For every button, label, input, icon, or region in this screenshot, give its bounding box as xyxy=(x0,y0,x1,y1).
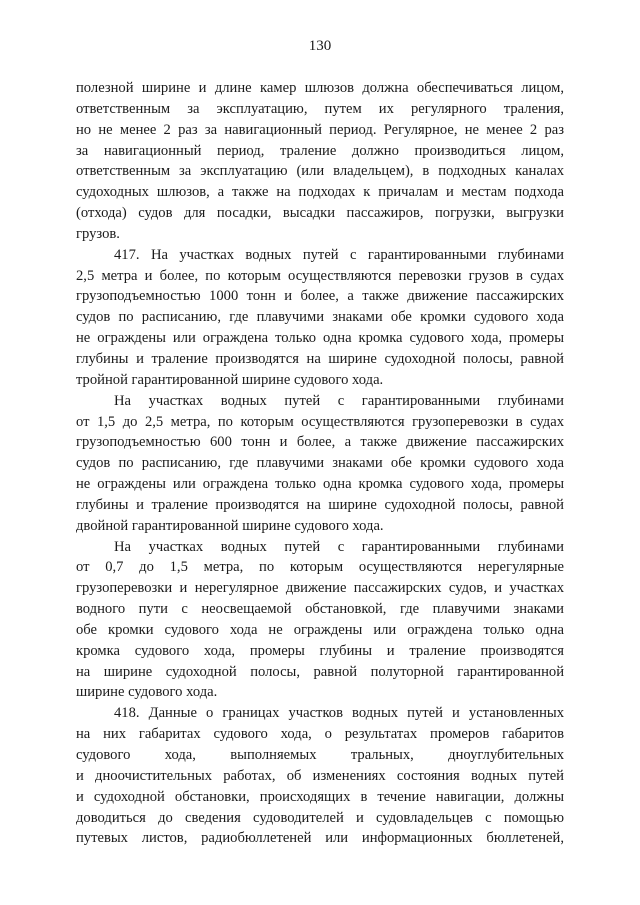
text-line: двойной гарантированной ширине судового хода. xyxy=(76,517,384,534)
text-line: На участках водных путей с гарантированными глубинами xyxy=(114,392,564,409)
text-line: и судоходной обстановки, происходящих в течение навигации, должны xyxy=(76,788,564,805)
text-line: ширине судового хода. xyxy=(76,684,218,701)
text-line: но не менее 2 раз за навигационный период. Регулярное, не менее 2 раз xyxy=(76,121,564,138)
text-line: не ограждены или ограждена только одна кромка судового хода, промеры xyxy=(76,476,564,493)
text-line: на ширине судоходной полосы, равной полуторной гарантированной xyxy=(76,663,564,680)
text-line: 2,5 метра и более, по которым осуществляются перевозки грузов в судах xyxy=(76,267,564,284)
text-line: глубины и траление производятся на ширине судоходной полосы, равной xyxy=(76,496,564,513)
paragraph xyxy=(76,245,564,391)
text-line: грузоподъемностью 1000 тонн и более, а также движение пассажирских xyxy=(76,288,564,305)
text-line: глубины и траление производятся на ширине судоходной полосы, равной xyxy=(76,350,564,367)
text-line: от 0,7 до 1,5 метра, по которым осуществляются нерегулярные xyxy=(76,559,564,576)
text-line: грузоподъемностью 600 тонн и более, а также движение пассажирских xyxy=(76,434,564,451)
text-line: путевых листов, радиобюллетеней или информационных бюллетеней, xyxy=(76,830,564,847)
text-line: полезной ширине и длине камер шлюзов должна обеспечиваться лицом, xyxy=(76,80,564,96)
text-line: от 1,5 до 2,5 метра, по которым осуществляются грузоперевозки в судах xyxy=(76,413,564,430)
text-line: судов по расписанию, где плавучими знаками обе кромки судового хода xyxy=(76,455,564,472)
text-line: судового хода, выполняемых тральных, дноуглубительных xyxy=(76,747,564,763)
text-line: на них габаритах судового хода, о результатах промеров габаритов xyxy=(76,726,564,743)
paragraph xyxy=(76,703,564,849)
text-line: водного пути с неосвещаемой обстановкой, где плавучими знаками xyxy=(76,601,564,618)
text-line: грузов. xyxy=(76,225,120,242)
text-line: за навигационный период, траление должно производиться лицом, xyxy=(76,142,564,159)
text-line: судоходных шлюзов, а также на подходах к причалам и местам подхода xyxy=(76,184,564,201)
text-line: кромка судового хода, промеры глубины и траление производятся xyxy=(76,642,564,659)
paragraph xyxy=(76,537,564,704)
text-line: На участках водных путей с гарантированными глубинами xyxy=(114,538,564,555)
text-line: судов по расписанию, где плавучими знаками обе кромки судового хода xyxy=(76,309,564,326)
paragraph xyxy=(76,78,564,245)
page-number: 130 xyxy=(308,38,332,54)
text-line: грузоперевозки и нерегулярное движение пассажирских судов, и участках xyxy=(76,580,564,597)
text-line: ответственным за эксплуатацию, путем их регулярного траления, xyxy=(76,100,564,117)
text-line: 418. Данные о границах участков водных путей и установленных xyxy=(114,705,564,722)
text-line: ответственным за эксплуатацию (или владельцем), в подходных каналах xyxy=(76,163,564,180)
document-body xyxy=(76,78,564,849)
text-line: обе кромки судового хода не ограждены или ограждена только одна xyxy=(76,621,564,638)
text-line: и дноочистительных работах, об изменениях состояния водных путей xyxy=(76,767,564,784)
text-line: тройной гарантированной ширине судового хода. xyxy=(76,371,384,388)
text-line: (отхода) судов для посадки, высадки пассажиров, погрузки, выгрузки xyxy=(76,205,564,222)
text-line: не ограждены или ограждена только одна кромка судового хода, промеры xyxy=(76,330,564,347)
text-line: доводиться до сведения судоводителей и судовладельцев с помощью xyxy=(76,809,564,826)
paragraph xyxy=(76,391,564,537)
text-line: 417. На участках водных путей с гарантированными глубинами xyxy=(114,246,564,263)
